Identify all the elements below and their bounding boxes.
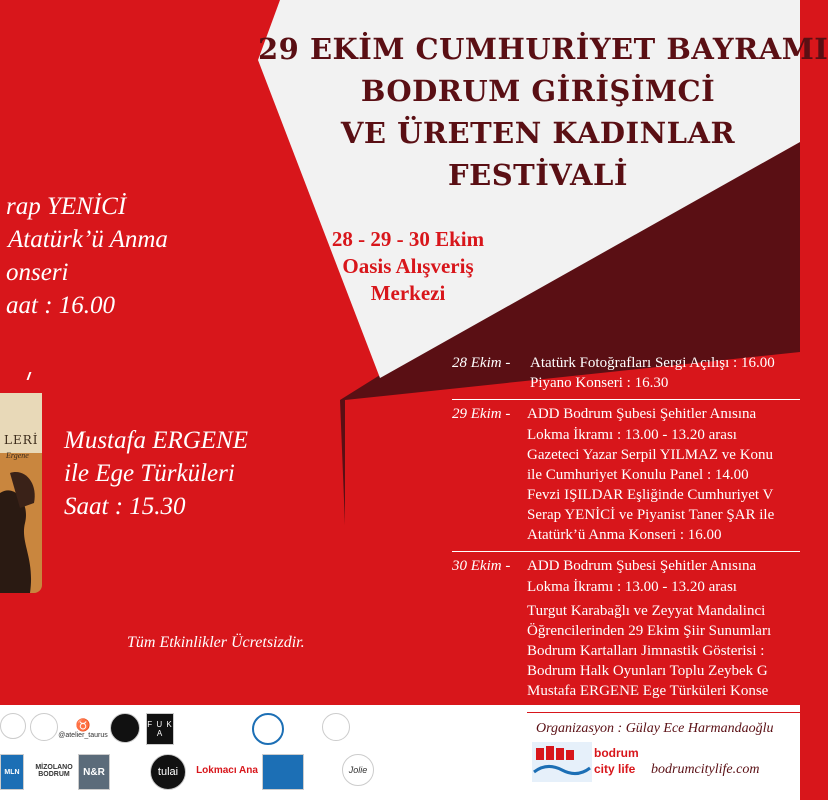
sponsor-logo (178, 715, 208, 741)
sponsor-logo (352, 713, 392, 743)
event-1-line-4: aat : 16.00 (6, 292, 116, 319)
taurus-logo (58, 713, 108, 743)
free-events-note: Tüm Etkinlikler Ücretsizdir. (127, 634, 305, 651)
event-2-line-3: Saat : 15.30 (64, 493, 186, 520)
website-link[interactable]: bodrumcitylife.com (651, 762, 760, 777)
schedule-item: Piyano Konseri : 16.30 (530, 375, 669, 391)
schedule-item: Mustafa ERGENE Ege Türküleri Konse (527, 683, 769, 699)
city-life-text-2: city life (594, 762, 636, 776)
schedule-item: Bodrum Halk Oyunları Toplu Zeybek G (527, 663, 768, 679)
event-1-line-2: Atatürk’ü Anma (8, 226, 168, 253)
event-1-line-3: onseri (6, 259, 69, 286)
mizolano-logo: MİZOLANO BODRUM (34, 754, 74, 788)
jolie-logo: Jolie (342, 754, 374, 786)
schedule-item: ADD Bodrum Şubesi Şehitler Anısına (527, 558, 757, 574)
schedule-item: Atatürk Fotoğrafları Sergi Açılışı : 16.00 (530, 355, 775, 371)
divider (452, 399, 800, 400)
schedule-item: Atatürk’ü Anma Konseri : 16.00 (527, 527, 722, 543)
album-title: LERİ (4, 433, 39, 447)
city-life-text-1: bodrum (594, 746, 639, 760)
nr-logo: N&R (78, 754, 110, 790)
sponsor-logo (210, 713, 246, 743)
sponsor-logo (0, 713, 26, 739)
sponsor-logo (306, 754, 340, 788)
venue-line-2: Merkezi (370, 281, 446, 305)
divider (527, 712, 800, 713)
sponsor-logo (322, 713, 350, 741)
day-2-label: 29 Ekim - (452, 406, 511, 422)
schedule-item: Lokma İkramı : 13.00 - 13.20 arası (527, 579, 737, 595)
title-line-4: FESTİVALİ (448, 158, 628, 192)
schedule-item: Bodrum Kartalları Jimnastik Gösterisi : (527, 643, 765, 659)
schedule-item: Öğrencilerinden 29 Ekim Şiir Sunumları (527, 623, 772, 639)
event-2-line-1: Mustafa ERGENE (64, 427, 249, 454)
festival-dates: 28 - 29 - 30 Ekim (331, 227, 485, 251)
organizer-credit: Organizasyon : Gülay Ece Harmandaoğlu (536, 721, 774, 736)
sponsor-logo (30, 713, 58, 741)
divider (452, 551, 800, 552)
lokmaci-ana-logo: Lokmacı Ana (196, 752, 258, 788)
tulai-logo: tulai (150, 754, 186, 790)
title-line-1: 29 EKİM CUMHURİYET BAYRAMI (258, 32, 828, 66)
fuka-logo: F U K A (146, 713, 174, 745)
event-1-line-1: rap YENİCİ (6, 193, 127, 220)
schedule-item: Lokma İkramı : 13.00 - 13.20 arası (527, 427, 737, 443)
taurus-icon: ♉ (75, 717, 91, 732)
schedule-item: Fevzi IŞILDAR Eşliğinde Cumhuriyet V (527, 487, 774, 503)
sponsor-logo (262, 754, 304, 790)
bodrum-city-life-logo (532, 742, 644, 782)
schedule-item: Serap YENİCİ ve Piyanist Taner ŞAR ile (527, 507, 775, 523)
sponsor-logo (110, 713, 140, 743)
schedule-item: ADD Bodrum Şubesi Şehitler Anısına (527, 406, 757, 422)
sponsor-logo (112, 754, 148, 788)
schedule-item: Turgut Karabağlı ve Zeyyat Mandalinci (527, 603, 766, 619)
title-line-2: BODRUM GİRİŞİMCİ (360, 74, 716, 108)
album-subtitle: Ergene (6, 451, 29, 460)
day-1-label: 28 Ekim - (452, 355, 511, 371)
event-2-line-2: ile Ege Türküleri (64, 460, 235, 487)
schedule-item: Gazeteci Yazar Serpil YILMAZ ve Konu (527, 447, 774, 463)
day-3-label: 30 Ekim - (452, 558, 511, 574)
taurus-label: @atelier_taurus (58, 731, 108, 739)
schedule-item: ile Cumhuriyet Konulu Panel : 14.00 (527, 467, 749, 483)
venue-line-1: Oasis Alışveriş (342, 254, 474, 278)
mln-logo (0, 754, 24, 790)
sponsor-logo (252, 713, 284, 745)
sponsor-logo (288, 713, 318, 743)
title-line-3: VE ÜRETEN KADINLAR (340, 116, 736, 150)
mln-label: MLN (4, 768, 20, 776)
